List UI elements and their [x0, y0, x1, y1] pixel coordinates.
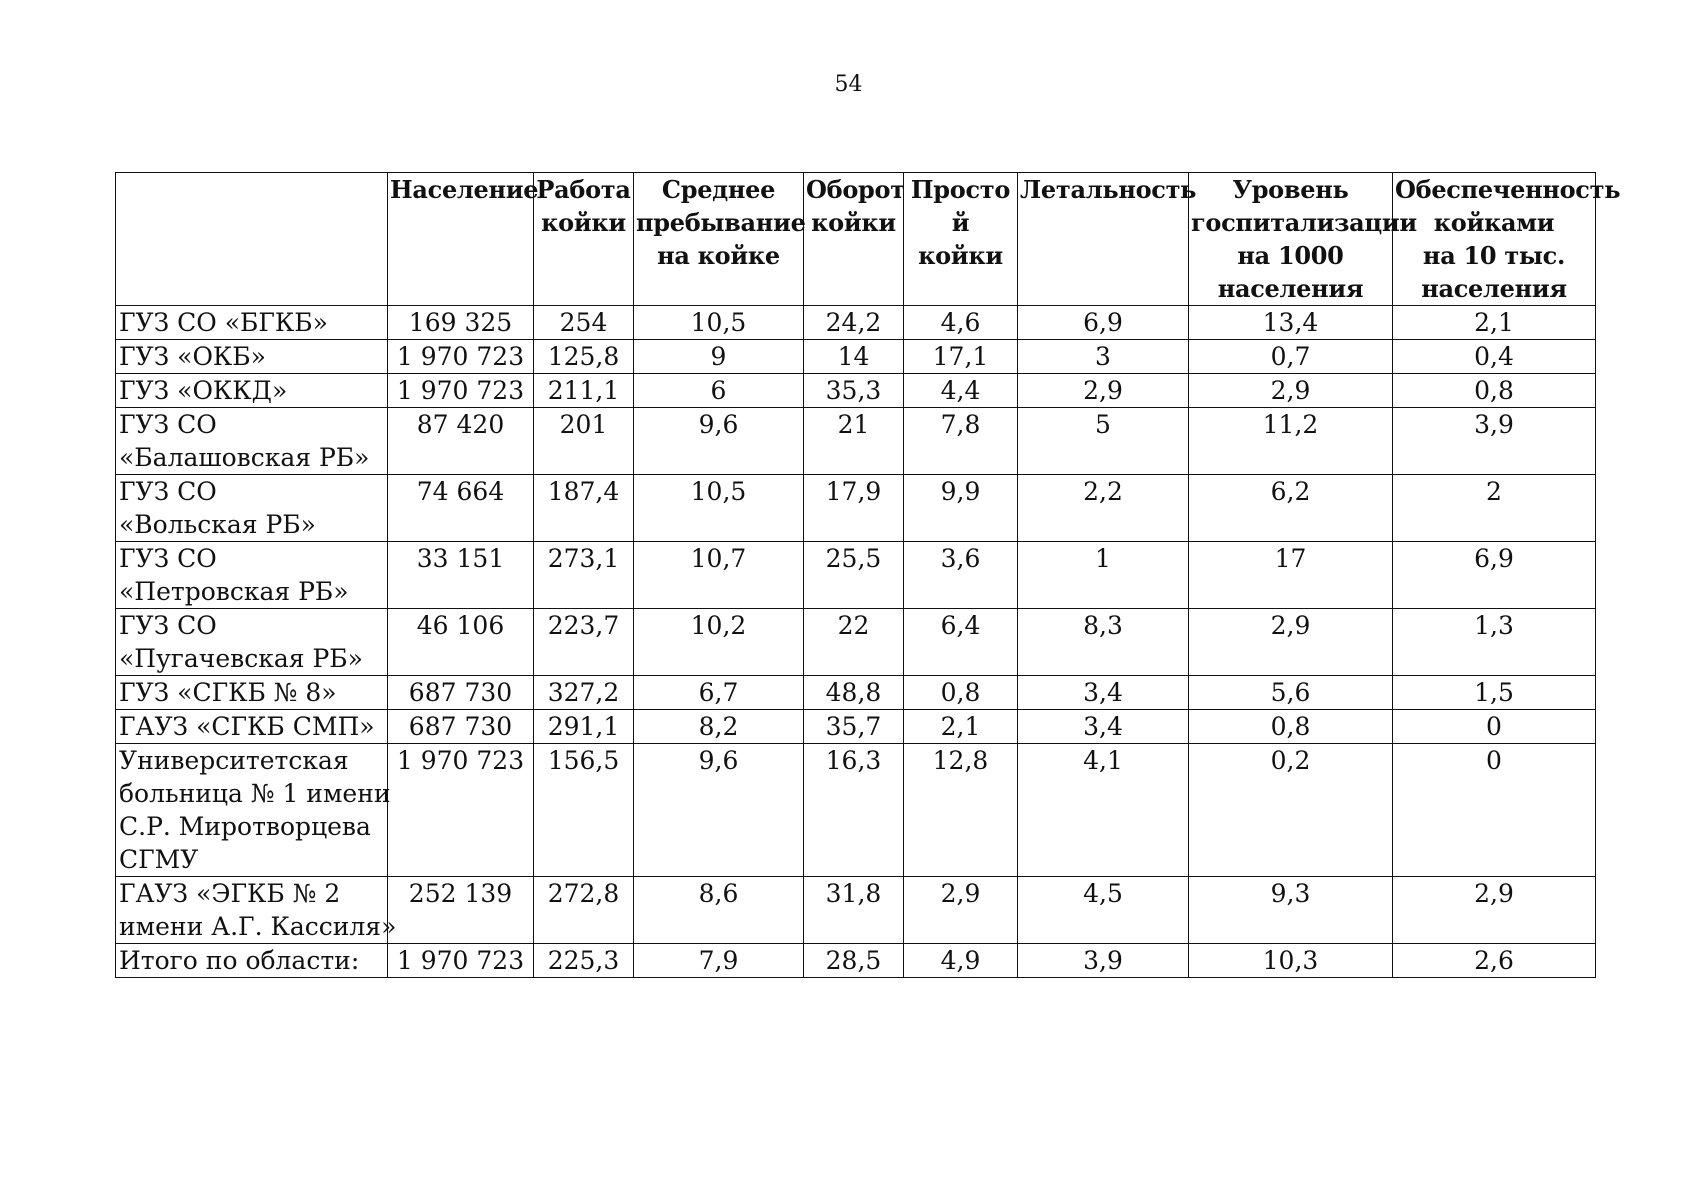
- value-cell: 187,4: [534, 475, 634, 542]
- table-row: [116, 877, 1596, 944]
- value-cell: 2,2: [1018, 475, 1189, 542]
- value-cell: 687 730: [388, 710, 534, 744]
- column-header-line: на койке: [657, 241, 780, 270]
- institution-name-cell: [116, 877, 397, 944]
- value-cell: 13,4: [1189, 306, 1393, 340]
- institution-name-line: ГУЗ «ОККД»: [119, 376, 288, 405]
- institution-name-line: «Пугачевская РБ»: [119, 644, 363, 673]
- institution-name-line: С.Р. Миротворцева: [119, 812, 371, 841]
- value-cell: 6: [634, 374, 804, 408]
- value-cell: 17: [1189, 542, 1393, 609]
- value-cell: 8,2: [634, 710, 804, 744]
- institution-name-line: Университетская: [119, 746, 349, 775]
- value-cell: 8,3: [1018, 609, 1189, 676]
- institution-name-line: ГУЗ СО: [119, 611, 217, 640]
- column-header-line: й койки: [918, 208, 1003, 270]
- institution-name-line: больница № 1 имени: [119, 779, 391, 808]
- institution-name-line: ГУЗ СО «БГКБ»: [119, 308, 328, 337]
- value-cell: 10,5: [634, 475, 804, 542]
- value-cell: 4,9: [904, 944, 1018, 978]
- value-cell: 687 730: [388, 676, 534, 710]
- value-cell: 0,7: [1189, 340, 1393, 374]
- value-cell: 2,9: [1189, 609, 1393, 676]
- column-header-0: [116, 173, 388, 306]
- page-number: 54: [834, 72, 863, 97]
- table-row: [116, 374, 1596, 408]
- value-cell: 10,3: [1189, 944, 1393, 978]
- institution-name-cell: [116, 475, 388, 542]
- value-cell: 0,8: [1393, 374, 1596, 408]
- value-cell: 9,9: [904, 475, 1018, 542]
- value-cell: 10,7: [634, 542, 804, 609]
- value-cell: 156,5: [534, 744, 634, 877]
- value-cell: 1 970 723: [388, 944, 534, 978]
- value-cell: 2,9: [1018, 374, 1189, 408]
- hospital-bed-statistics-table: [115, 172, 1621, 978]
- column-header-line: койки: [811, 208, 896, 237]
- value-cell: 17,1: [904, 340, 1018, 374]
- value-cell: 0,2: [1189, 744, 1393, 877]
- value-cell: 9,6: [634, 744, 804, 877]
- column-header-line: на 10 тыс.: [1422, 241, 1566, 270]
- column-header-line: населения: [1217, 274, 1364, 303]
- value-cell: 254: [534, 306, 634, 340]
- value-cell: 2,9: [1393, 877, 1596, 944]
- value-cell: 1 970 723: [388, 374, 534, 408]
- column-header-line: Среднее: [661, 175, 776, 204]
- institution-name-line: ГУЗ СО: [119, 544, 217, 573]
- value-cell: 272,8: [534, 877, 634, 944]
- column-header-2: [534, 173, 634, 306]
- value-cell: 48,8: [804, 676, 904, 710]
- value-cell: 12,8: [904, 744, 1018, 877]
- value-cell: 169 325: [388, 306, 534, 340]
- institution-name-line: «Балашовская РБ»: [119, 443, 370, 472]
- column-header-8: [1393, 173, 1621, 306]
- value-cell: 46 106: [388, 609, 534, 676]
- value-cell: 5,6: [1189, 676, 1393, 710]
- value-cell: 7,9: [634, 944, 804, 978]
- column-header-4: [804, 173, 904, 306]
- value-cell: 1 970 723: [388, 340, 534, 374]
- institution-name-cell: [116, 744, 391, 877]
- column-header-7: [1189, 173, 1417, 306]
- institution-name-line: ГУЗ СО: [119, 410, 217, 439]
- institution-name-line: СГМУ: [119, 845, 199, 874]
- column-header-line: Просто: [910, 175, 1011, 204]
- value-cell: 3,9: [1393, 408, 1596, 475]
- institution-name-cell: [116, 944, 388, 978]
- column-header-line: населения: [1421, 274, 1567, 303]
- value-cell: 3,4: [1018, 710, 1189, 744]
- value-cell: 35,3: [804, 374, 904, 408]
- value-cell: 2,9: [1189, 374, 1393, 408]
- value-cell: 125,8: [534, 340, 634, 374]
- column-header-3: [634, 173, 804, 306]
- value-cell: 327,2: [534, 676, 634, 710]
- institution-name-cell: [116, 374, 388, 408]
- column-header-line: Население: [390, 175, 539, 204]
- institution-name-cell: [116, 340, 388, 374]
- institution-name-line: ГУЗ «ОКБ»: [119, 342, 266, 371]
- value-cell: 9,3: [1189, 877, 1393, 944]
- column-header-line: койками: [1433, 208, 1555, 237]
- value-cell: 0: [1393, 710, 1596, 744]
- value-cell: 9: [634, 340, 804, 374]
- institution-name-line: «Вольская РБ»: [119, 510, 316, 539]
- column-header-line: Уровень: [1232, 175, 1349, 204]
- value-cell: 74 664: [388, 475, 534, 542]
- column-header-6: [1018, 173, 1197, 306]
- institution-name-line: «Петровская РБ»: [119, 577, 349, 606]
- value-cell: 3,4: [1018, 676, 1189, 710]
- value-cell: 2,6: [1393, 944, 1596, 978]
- value-cell: 1: [1018, 542, 1189, 609]
- value-cell: 14: [804, 340, 904, 374]
- value-cell: 4,1: [1018, 744, 1189, 877]
- value-cell: 1,5: [1393, 676, 1596, 710]
- table-row: [116, 744, 1596, 877]
- institution-name-cell: [116, 542, 388, 609]
- table-row: [116, 475, 1596, 542]
- value-cell: 2: [1393, 475, 1596, 542]
- table-row: [116, 408, 1596, 475]
- value-cell: 5: [1018, 408, 1189, 475]
- column-header-line: на 1000: [1237, 241, 1344, 270]
- value-cell: 201: [534, 408, 634, 475]
- institution-name-cell: [116, 676, 388, 710]
- value-cell: 17,9: [804, 475, 904, 542]
- table-row: [116, 609, 1596, 676]
- value-cell: 21: [804, 408, 904, 475]
- institution-name-line: ГУЗ «СГКБ № 8»: [119, 678, 337, 707]
- table-row: [116, 676, 1596, 710]
- value-cell: 2,1: [1393, 306, 1596, 340]
- value-cell: 31,8: [804, 877, 904, 944]
- column-header-line: Работа: [536, 175, 631, 204]
- column-header-line: Летальность: [1020, 175, 1197, 204]
- value-cell: 9,6: [634, 408, 804, 475]
- value-cell: 33 151: [388, 542, 534, 609]
- value-cell: 8,6: [634, 877, 804, 944]
- value-cell: 7,8: [904, 408, 1018, 475]
- table-body: [116, 306, 1596, 978]
- value-cell: 4,4: [904, 374, 1018, 408]
- value-cell: 3,6: [904, 542, 1018, 609]
- column-header-line: пребывание: [636, 208, 806, 237]
- table-row: [116, 542, 1596, 609]
- value-cell: 0,8: [904, 676, 1018, 710]
- value-cell: 6,9: [1018, 306, 1189, 340]
- institution-name-cell: [116, 609, 388, 676]
- institution-name-line: ГУЗ СО: [119, 477, 217, 506]
- institution-name-cell: [116, 710, 388, 744]
- value-cell: 87 420: [388, 408, 534, 475]
- institution-name-cell: [116, 306, 388, 340]
- value-cell: 2,1: [904, 710, 1018, 744]
- column-header-line: койки: [541, 208, 626, 237]
- value-cell: 10,2: [634, 609, 804, 676]
- value-cell: 11,2: [1189, 408, 1393, 475]
- column-header-line: госпитализации: [1191, 208, 1417, 237]
- institution-name-cell: [116, 408, 388, 475]
- value-cell: 4,6: [904, 306, 1018, 340]
- value-cell: 291,1: [534, 710, 634, 744]
- value-cell: 273,1: [534, 542, 634, 609]
- value-cell: 2,9: [904, 877, 1018, 944]
- table-row: [116, 944, 1596, 978]
- column-header-5: [904, 173, 1018, 306]
- value-cell: 22: [804, 609, 904, 676]
- value-cell: 0,8: [1189, 710, 1393, 744]
- value-cell: 16,3: [804, 744, 904, 877]
- value-cell: 1,3: [1393, 609, 1596, 676]
- table-row: [116, 306, 1596, 340]
- value-cell: 35,7: [804, 710, 904, 744]
- column-header-line: Оборот: [806, 175, 905, 204]
- value-cell: 6,9: [1393, 542, 1596, 609]
- value-cell: 6,2: [1189, 475, 1393, 542]
- institution-name-line: Итого по области:: [119, 946, 360, 975]
- value-cell: 225,3: [534, 944, 634, 978]
- institution-name-line: ГАУЗ «СГКБ СМП»: [119, 712, 375, 741]
- value-cell: 28,5: [804, 944, 904, 978]
- table-header-row: [116, 173, 1596, 306]
- value-cell: 6,7: [634, 676, 804, 710]
- value-cell: 211,1: [534, 374, 634, 408]
- value-cell: 6,4: [904, 609, 1018, 676]
- value-cell: 3,9: [1018, 944, 1189, 978]
- table-row: [116, 340, 1596, 374]
- value-cell: 3: [1018, 340, 1189, 374]
- value-cell: 25,5: [804, 542, 904, 609]
- institution-name-line: имени А.Г. Кассиля»: [119, 912, 397, 941]
- value-cell: 0,4: [1393, 340, 1596, 374]
- value-cell: 24,2: [804, 306, 904, 340]
- table-row: [116, 710, 1596, 744]
- value-cell: 1 970 723: [388, 744, 534, 877]
- value-cell: 10,5: [634, 306, 804, 340]
- value-cell: 252 139: [388, 877, 534, 944]
- institution-name-line: ГАУЗ «ЭГКБ № 2: [119, 879, 341, 908]
- value-cell: 223,7: [534, 609, 634, 676]
- value-cell: 4,5: [1018, 877, 1189, 944]
- value-cell: 0: [1393, 744, 1596, 877]
- column-header-line: Обеспеченность: [1395, 175, 1621, 204]
- column-header-1: [388, 173, 539, 306]
